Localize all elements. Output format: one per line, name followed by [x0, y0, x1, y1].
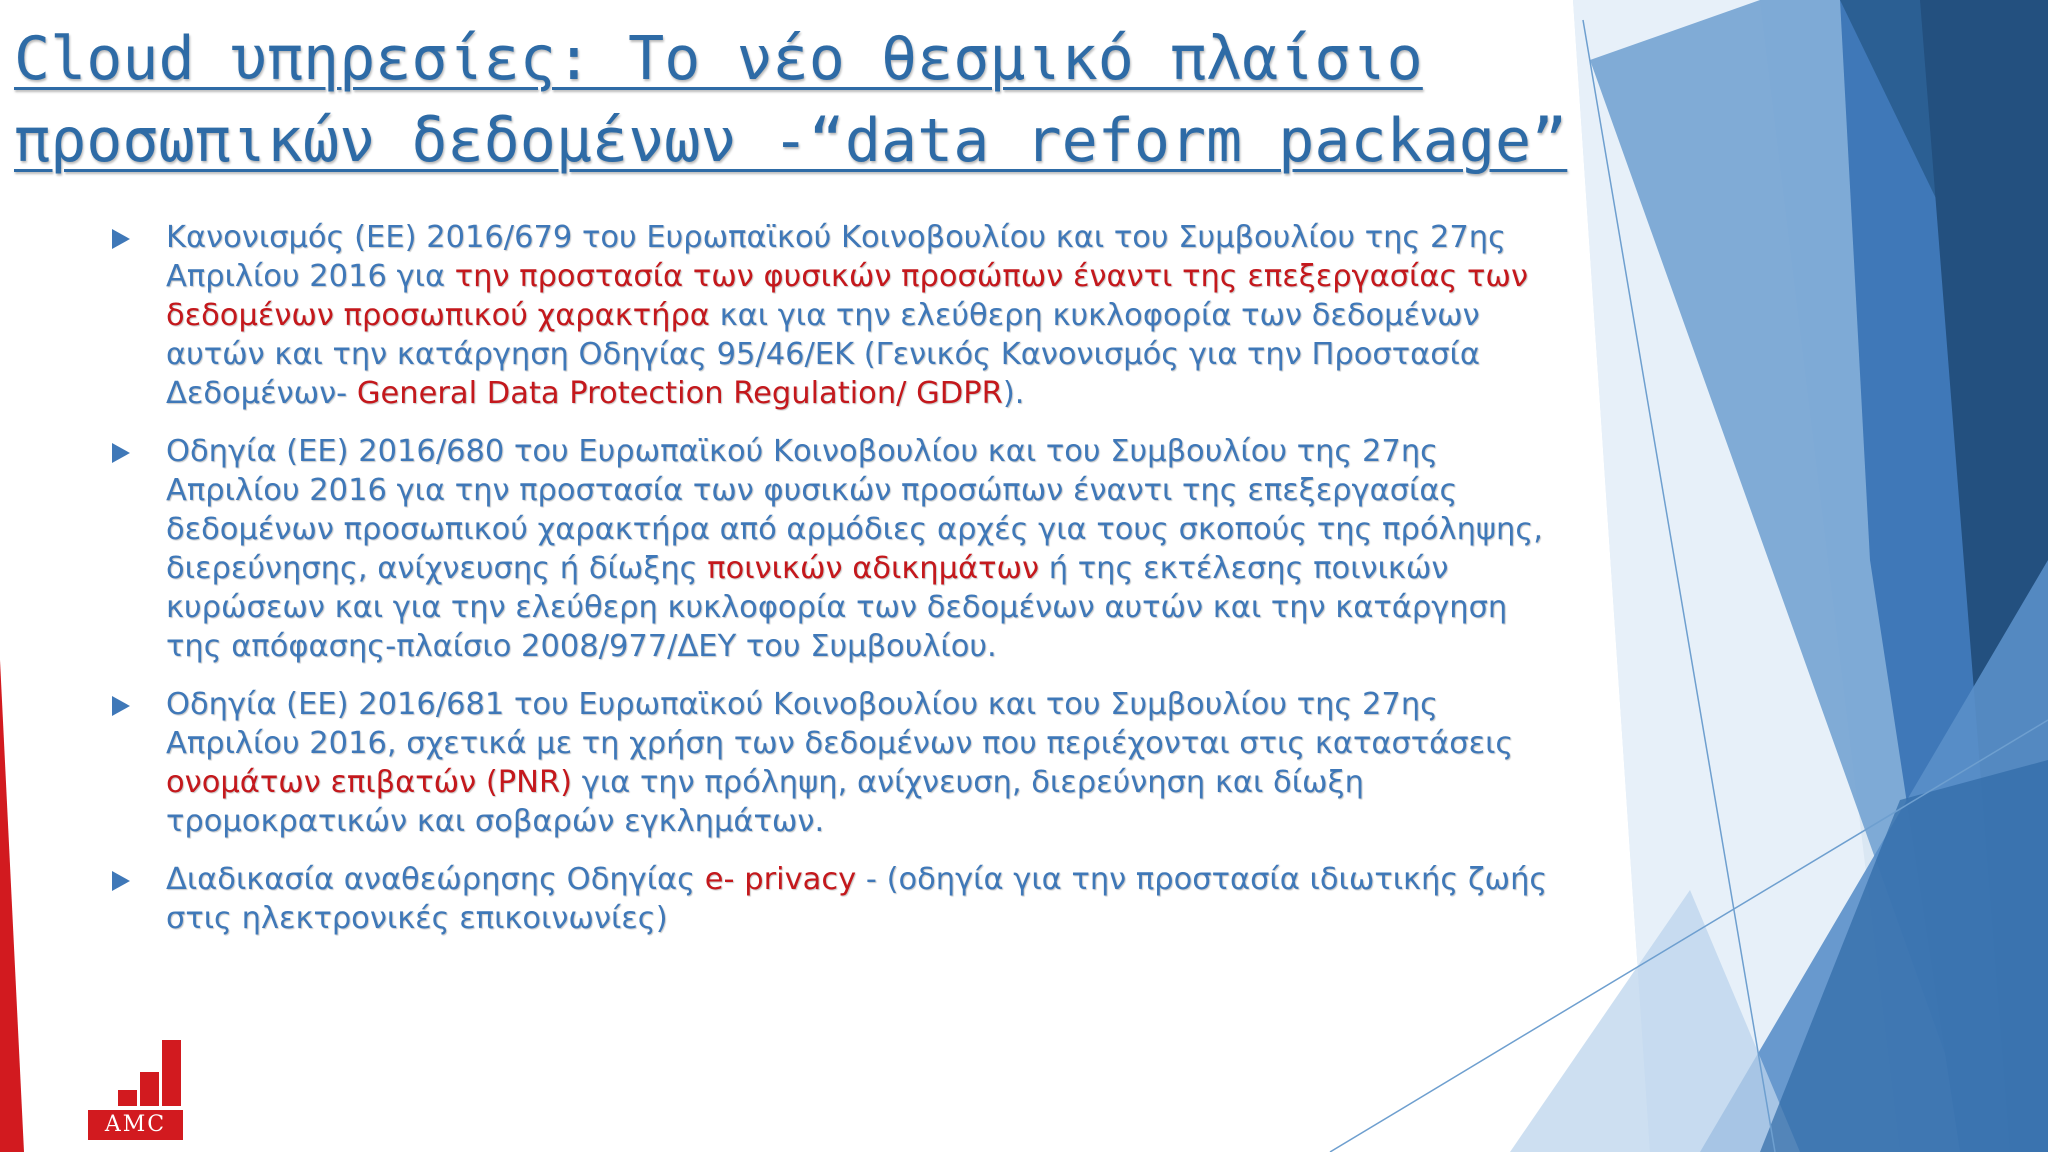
logo-bar	[118, 1090, 137, 1106]
bullet-text: Διαδικασία αναθεώρησης Οδηγίας	[166, 862, 705, 897]
bullet-text: - (οδηγία για την προστασία ιδιωτικής ζωής στις ηλεκτρονικές επικοινωνίες)	[166, 862, 1548, 936]
slide-title-text: Cloud υπηρεσίες: Το νέο θεσμικό πλαίσιο προσωπικών δεδομένων -“data reform package”	[14, 24, 1568, 176]
bullet-directive-680	[108, 432, 1568, 666]
bullet-text: για την πρόληψη, ανίχνευση, διερεύνηση και δίωξη τρομοκρατικών και σοβαρών εγκλημάτων.	[166, 765, 1364, 839]
bullet-text: Οδηγία (ΕΕ) 2016/681 του Ευρωπαϊκού Κοινοβουλίου και του Συμβουλίου της 27ης Απριλίου 2016, σχετικά με τη χρήση των δεδομένων που περιέχονται στις καταστάσεις	[166, 687, 1514, 761]
bullet-highlight: e- privacy	[704, 862, 857, 897]
slide-title	[14, 18, 1574, 182]
bullet-directive-681	[108, 685, 1568, 841]
amc-logo	[88, 1040, 183, 1140]
bullet-text: ).	[1002, 376, 1025, 411]
logo-bar	[162, 1040, 181, 1106]
triangle-bullet-icon	[112, 443, 130, 463]
bullet-list	[108, 218, 1568, 938]
bullet-gdpr	[108, 218, 1568, 413]
bullet-highlight: ονομάτων επιβατών (PNR)	[166, 765, 573, 800]
bullet-text: Οδηγία (ΕΕ) 2016/680 του Ευρωπαϊκού Κοινοβουλίου και του Συμβουλίου της 27ης Απριλίου 2016 για την προστασία των φυσικών προσώπων έναντι της επεξεργασίας δεδομένων προσωπικού χαρακτήρα από αρμόδιες αρχές για τους σκοπούς της πρόληψης, διερεύνησης, ανίχνευσης ή δίωξης	[166, 434, 1543, 586]
bullet-text: Κανονισμός (ΕΕ) 2016/679 του Ευρωπαϊκού Κοινοβουλίου και του Συμβουλίου της 27ης Απριλίου 2016 για	[166, 220, 1507, 294]
bullet-highlight: General Data Protection Regulation/ GDPR	[356, 376, 1003, 411]
bullet-highlight: την προστασία των φυσικών προσώπων έναντι της επεξεργασίας των δεδομένων προσωπικού χαρακτήρα	[166, 259, 1528, 333]
bullet-highlight: ποινικών αδικημάτων	[707, 551, 1040, 586]
bullet-text: και για την ελεύθερη κυκλοφορία των δεδομένων αυτών και την κατάργηση Οδηγίας 95/46/ΕΚ (Γενικός Κανονισμός για την Προστασία Δεδομένων-	[166, 298, 1480, 411]
logo-bar	[140, 1072, 159, 1106]
logo-text: AMC	[88, 1110, 183, 1140]
bullet-eprivacy	[108, 860, 1568, 938]
bullet-text: ή της εκτέλεσης ποινικών κυρώσεων και για την ελεύθερη κυκλοφορία των δεδομένων αυτών και την κατάργηση της απόφασης-πλαίσιο 2008/977/ΔΕΥ του Συμβουλίου.	[166, 551, 1508, 664]
triangle-bullet-icon	[112, 229, 130, 249]
triangle-bullet-icon	[112, 696, 130, 716]
triangle-bullet-icon	[112, 871, 130, 891]
